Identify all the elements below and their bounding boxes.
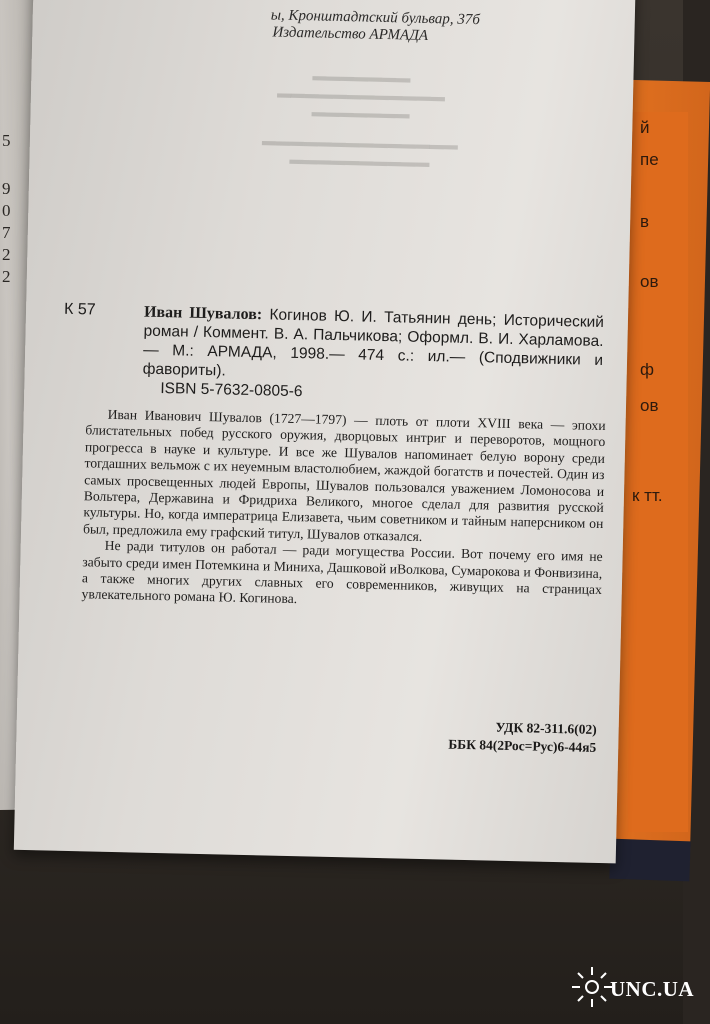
fragment: ов	[640, 396, 659, 415]
fragment: к тт.	[632, 486, 663, 505]
annotation-text: Иван Иванович Шувалов (1727—1797) — плоть от плоти XVIII века — эпохи блистательных побед русского оружия, дворцовых интриг и переворотов, мощного прогресса в науке и культуре. И все же Шувалов напоминает белую ворону среди тогдашних вельмож с их неуемным властолюбием, жаждой богатств и почестей. Один из самых просвещенных людей Европы, Шувалов пользовался уважением Ломоносова и Вольтера, Державина и Фридриха Великого, многое сделал для развития русской культуры. Но, когда императрица Елизавета, чьим советником и тайным наперсником он был, предложила ему графский титул, Шувалов отказался.	[82, 406, 606, 544]
digit: 7	[2, 223, 11, 242]
fragment: ф	[640, 360, 654, 379]
fragment: ов	[640, 272, 659, 291]
digit: 5	[2, 131, 11, 150]
digit: 2	[2, 245, 11, 264]
fragment: пе	[640, 150, 659, 169]
imprint-address: ы, Кронштадтский бульвар, 37б	[270, 7, 481, 29]
annotation-paragraph-1	[83, 406, 606, 549]
udk-code: УДК 82-311.6(02)	[495, 719, 597, 737]
bbk-code: ББК 84(2Рос=Рус)6-44я5	[448, 736, 597, 755]
publisher-imprint	[270, 7, 480, 46]
bibliographic-record	[142, 303, 604, 408]
show-through-text: ▬▬▬▬▬▬▬ ▬▬▬▬▬▬▬▬▬▬▬▬ ▬▬▬▬▬▬▬ ▬▬▬▬▬▬▬▬▬▬▬▬▬▬ ▬▬▬▬▬▬▬▬▬▬	[261, 67, 459, 171]
book-page	[14, 0, 636, 863]
classification-codes	[436, 717, 597, 757]
dark-book-corner	[609, 839, 690, 882]
left-page-digits	[2, 130, 22, 288]
digit: 2	[2, 267, 11, 286]
orange-book-text-fragments	[632, 0, 696, 860]
entry-author: Иван Шувалов:	[143, 303, 263, 324]
annotation-paragraph-2: Не ради титулов он работал — ради могущества России. Вот почему его имя не забыто среди имен Потемкина и Миниха, Дашковой иВолкова, Сумарокова и Фонвизина, а также многих других славных его современников, живущих на страницах увлекательного романа Ю. Когинова.	[81, 538, 603, 607]
digit: 9	[2, 179, 11, 198]
sunburst-logo-icon	[570, 965, 614, 1009]
catalog-entry	[63, 300, 605, 401]
fragment: в	[640, 212, 650, 231]
imprint-publisher: Издательство АРМАДА	[272, 24, 429, 44]
entry-description: Когинов Ю. И. Татьянин день; Исторический роман / Коммент. В. А. Пальчикова; Оформл. В. И. Харламова.— М.: АРМАДА, 1998.— 474 с.: ил.— (Сподвижники и фавориты).	[142, 306, 605, 380]
fragment: й	[640, 118, 650, 137]
annotation	[81, 406, 605, 615]
digit: 0	[2, 201, 11, 220]
watermark-text: UNC.UA	[610, 977, 695, 1001]
catalog-code: К 57	[63, 300, 96, 319]
site-watermark	[570, 965, 695, 1015]
isbn: ISBN 5-7632-0805-6	[160, 379, 303, 401]
